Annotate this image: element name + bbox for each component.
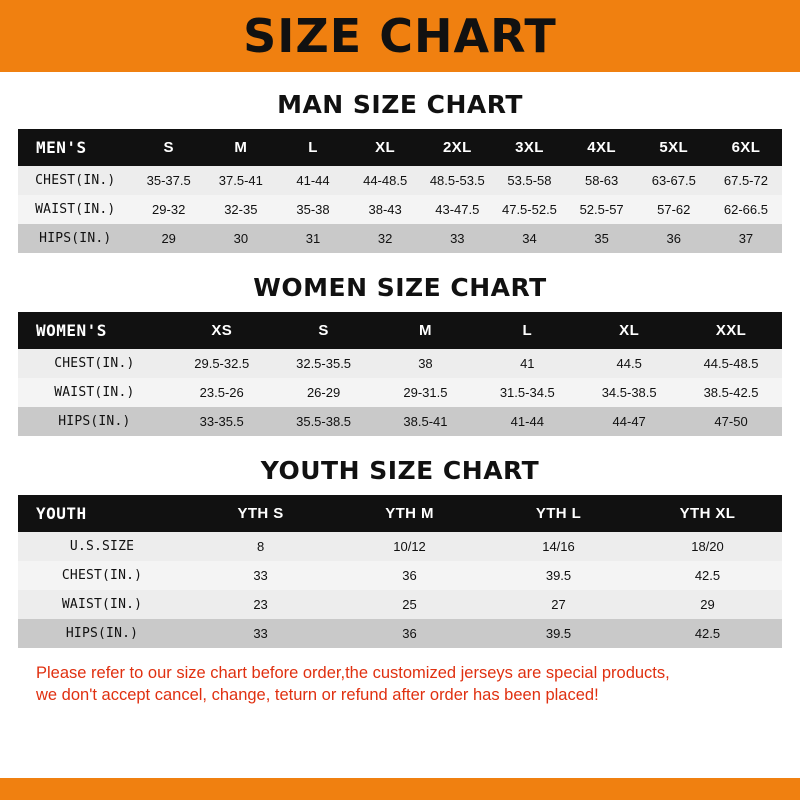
cell: 43-47.5: [435, 202, 480, 217]
table-row: [18, 590, 782, 619]
table-header-row: [18, 312, 782, 349]
column-header: XXL: [715, 322, 747, 339]
column-header: YTH S: [237, 505, 284, 522]
column-header: YOUTH: [36, 504, 87, 523]
cell: 33: [253, 626, 268, 641]
cell: 38.5-41: [403, 414, 448, 429]
cell: 37: [738, 231, 754, 246]
column-header: 2XL: [442, 139, 472, 156]
column-header: M: [234, 139, 248, 156]
table-header-row: [18, 495, 782, 532]
cell: 52.5-57: [579, 202, 624, 217]
cell: 67.5-72: [723, 173, 768, 188]
column-header: S: [163, 139, 174, 156]
cell: 42.5: [694, 568, 721, 583]
cell: 29: [700, 597, 715, 612]
cell: 39.5: [545, 568, 572, 583]
cell: 29.5-32.5: [194, 356, 250, 371]
column-header: S: [318, 322, 329, 339]
order-policy-note: [36, 662, 764, 707]
cell: 41-44: [510, 414, 544, 429]
table-header-row: [18, 129, 782, 166]
cell: 41-44: [296, 173, 330, 188]
column-header: YTH XL: [679, 505, 736, 522]
cell: 32.5-35.5: [296, 356, 352, 371]
cell: 34: [522, 231, 537, 246]
youth-size-table: [18, 495, 782, 648]
cell: 38.5-42.5: [703, 385, 759, 400]
column-header: XL: [619, 322, 640, 339]
cell: 36: [666, 231, 681, 246]
man-section-title: MAN SIZE CHART: [277, 90, 523, 119]
cell: 33-35.5: [199, 414, 244, 429]
column-header: L: [522, 322, 533, 339]
column-header: L: [308, 139, 318, 156]
cell: 31.5-34.5: [499, 385, 555, 400]
column-header: 6XL: [731, 139, 761, 156]
order-policy-line-2: we don't accept cancel, change, teturn or refund after order has been placed!: [36, 686, 599, 705]
cell: 41: [520, 356, 535, 371]
row-label: WAIST(IN.): [35, 202, 116, 217]
cell: 23: [253, 597, 268, 612]
youth-section-title: YOUTH SIZE CHART: [260, 456, 540, 485]
cell: 38-43: [368, 202, 402, 217]
footer-strip: [0, 778, 800, 800]
cell: 35-37.5: [146, 173, 191, 188]
cell: 35-38: [296, 202, 330, 217]
table-row: [18, 195, 782, 224]
table-row: [18, 561, 782, 590]
column-header: WOMEN'S: [36, 321, 107, 340]
women-size-table: [18, 312, 782, 436]
cell: 44.5-48.5: [703, 356, 759, 371]
column-header: 5XL: [659, 139, 689, 156]
row-label: WAIST(IN.): [61, 597, 143, 612]
cell: 58-63: [584, 173, 619, 188]
cell: 34.5-38.5: [601, 385, 657, 400]
page-header: [0, 0, 800, 72]
cell: 62-66.5: [723, 202, 768, 217]
cell: 18/20: [691, 539, 724, 554]
cell: 47.5-52.5: [501, 202, 557, 217]
cell: 44-48.5: [363, 173, 408, 188]
cell: 35: [594, 231, 609, 246]
cell: 32: [377, 231, 393, 246]
cell: 33: [253, 568, 268, 583]
content-area: [0, 72, 800, 800]
men-size-table: [18, 129, 782, 253]
cell: 30: [233, 231, 249, 246]
cell: 31: [305, 231, 321, 246]
cell: 44-47: [612, 414, 646, 429]
cell: 37.5-41: [218, 173, 263, 188]
column-header: XL: [375, 139, 396, 156]
cell: 63-67.5: [651, 173, 696, 188]
cell: 39.5: [545, 626, 572, 641]
cell: 29: [161, 231, 176, 246]
row-label: CHEST(IN.): [61, 568, 143, 583]
cell: 33: [450, 231, 465, 246]
column-header: M: [418, 322, 432, 339]
cell: 38: [418, 356, 433, 371]
column-header: MEN'S: [36, 138, 87, 157]
cell: 8: [256, 539, 265, 554]
cell: 47-50: [714, 414, 748, 429]
table-row: [18, 378, 782, 407]
column-header: 4XL: [587, 139, 616, 156]
row-label: HIPS(IN.): [58, 414, 131, 429]
cell: 57-62: [657, 202, 691, 217]
cell: 29-31.5: [403, 385, 448, 400]
cell: 23.5-26: [199, 385, 244, 400]
column-header: 3XL: [515, 139, 544, 156]
cell: 14/16: [542, 539, 575, 554]
column-header: YTH L: [535, 505, 582, 522]
table-row: [18, 532, 782, 561]
cell: 26-29: [306, 385, 341, 400]
cell: 10/12: [393, 539, 426, 554]
column-header: XS: [211, 322, 233, 339]
table-row: [18, 166, 782, 195]
table-row: [18, 349, 782, 378]
cell: 29-32: [152, 202, 186, 217]
cell: 42.5: [694, 626, 721, 641]
page-title: SIZE CHART: [243, 9, 557, 63]
order-policy-line-1: Please refer to our size chart before order,the customized jerseys are special products,: [36, 664, 670, 682]
column-header: YTH M: [385, 505, 434, 522]
table-row: [18, 619, 782, 648]
cell: 35.5-38.5: [296, 414, 352, 429]
row-label: HIPS(IN.): [65, 626, 139, 641]
cell: 36: [402, 568, 417, 583]
table-row: [18, 407, 782, 436]
table-row: [18, 224, 782, 253]
row-label: CHEST(IN.): [54, 356, 135, 371]
cell: 53.5-58: [507, 173, 552, 188]
row-label: CHEST(IN.): [35, 173, 116, 188]
cell: 48.5-53.5: [429, 173, 485, 188]
cell: 27: [551, 597, 566, 612]
cell: 25: [402, 597, 417, 612]
row-label: U.S.SIZE: [69, 539, 135, 554]
women-section-title: WOMEN SIZE CHART: [253, 273, 547, 302]
cell: 44.5: [616, 356, 642, 371]
row-label: HIPS(IN.): [39, 231, 112, 246]
cell: 36: [402, 626, 417, 641]
row-label: WAIST(IN.): [54, 385, 135, 400]
cell: 32-35: [224, 202, 258, 217]
